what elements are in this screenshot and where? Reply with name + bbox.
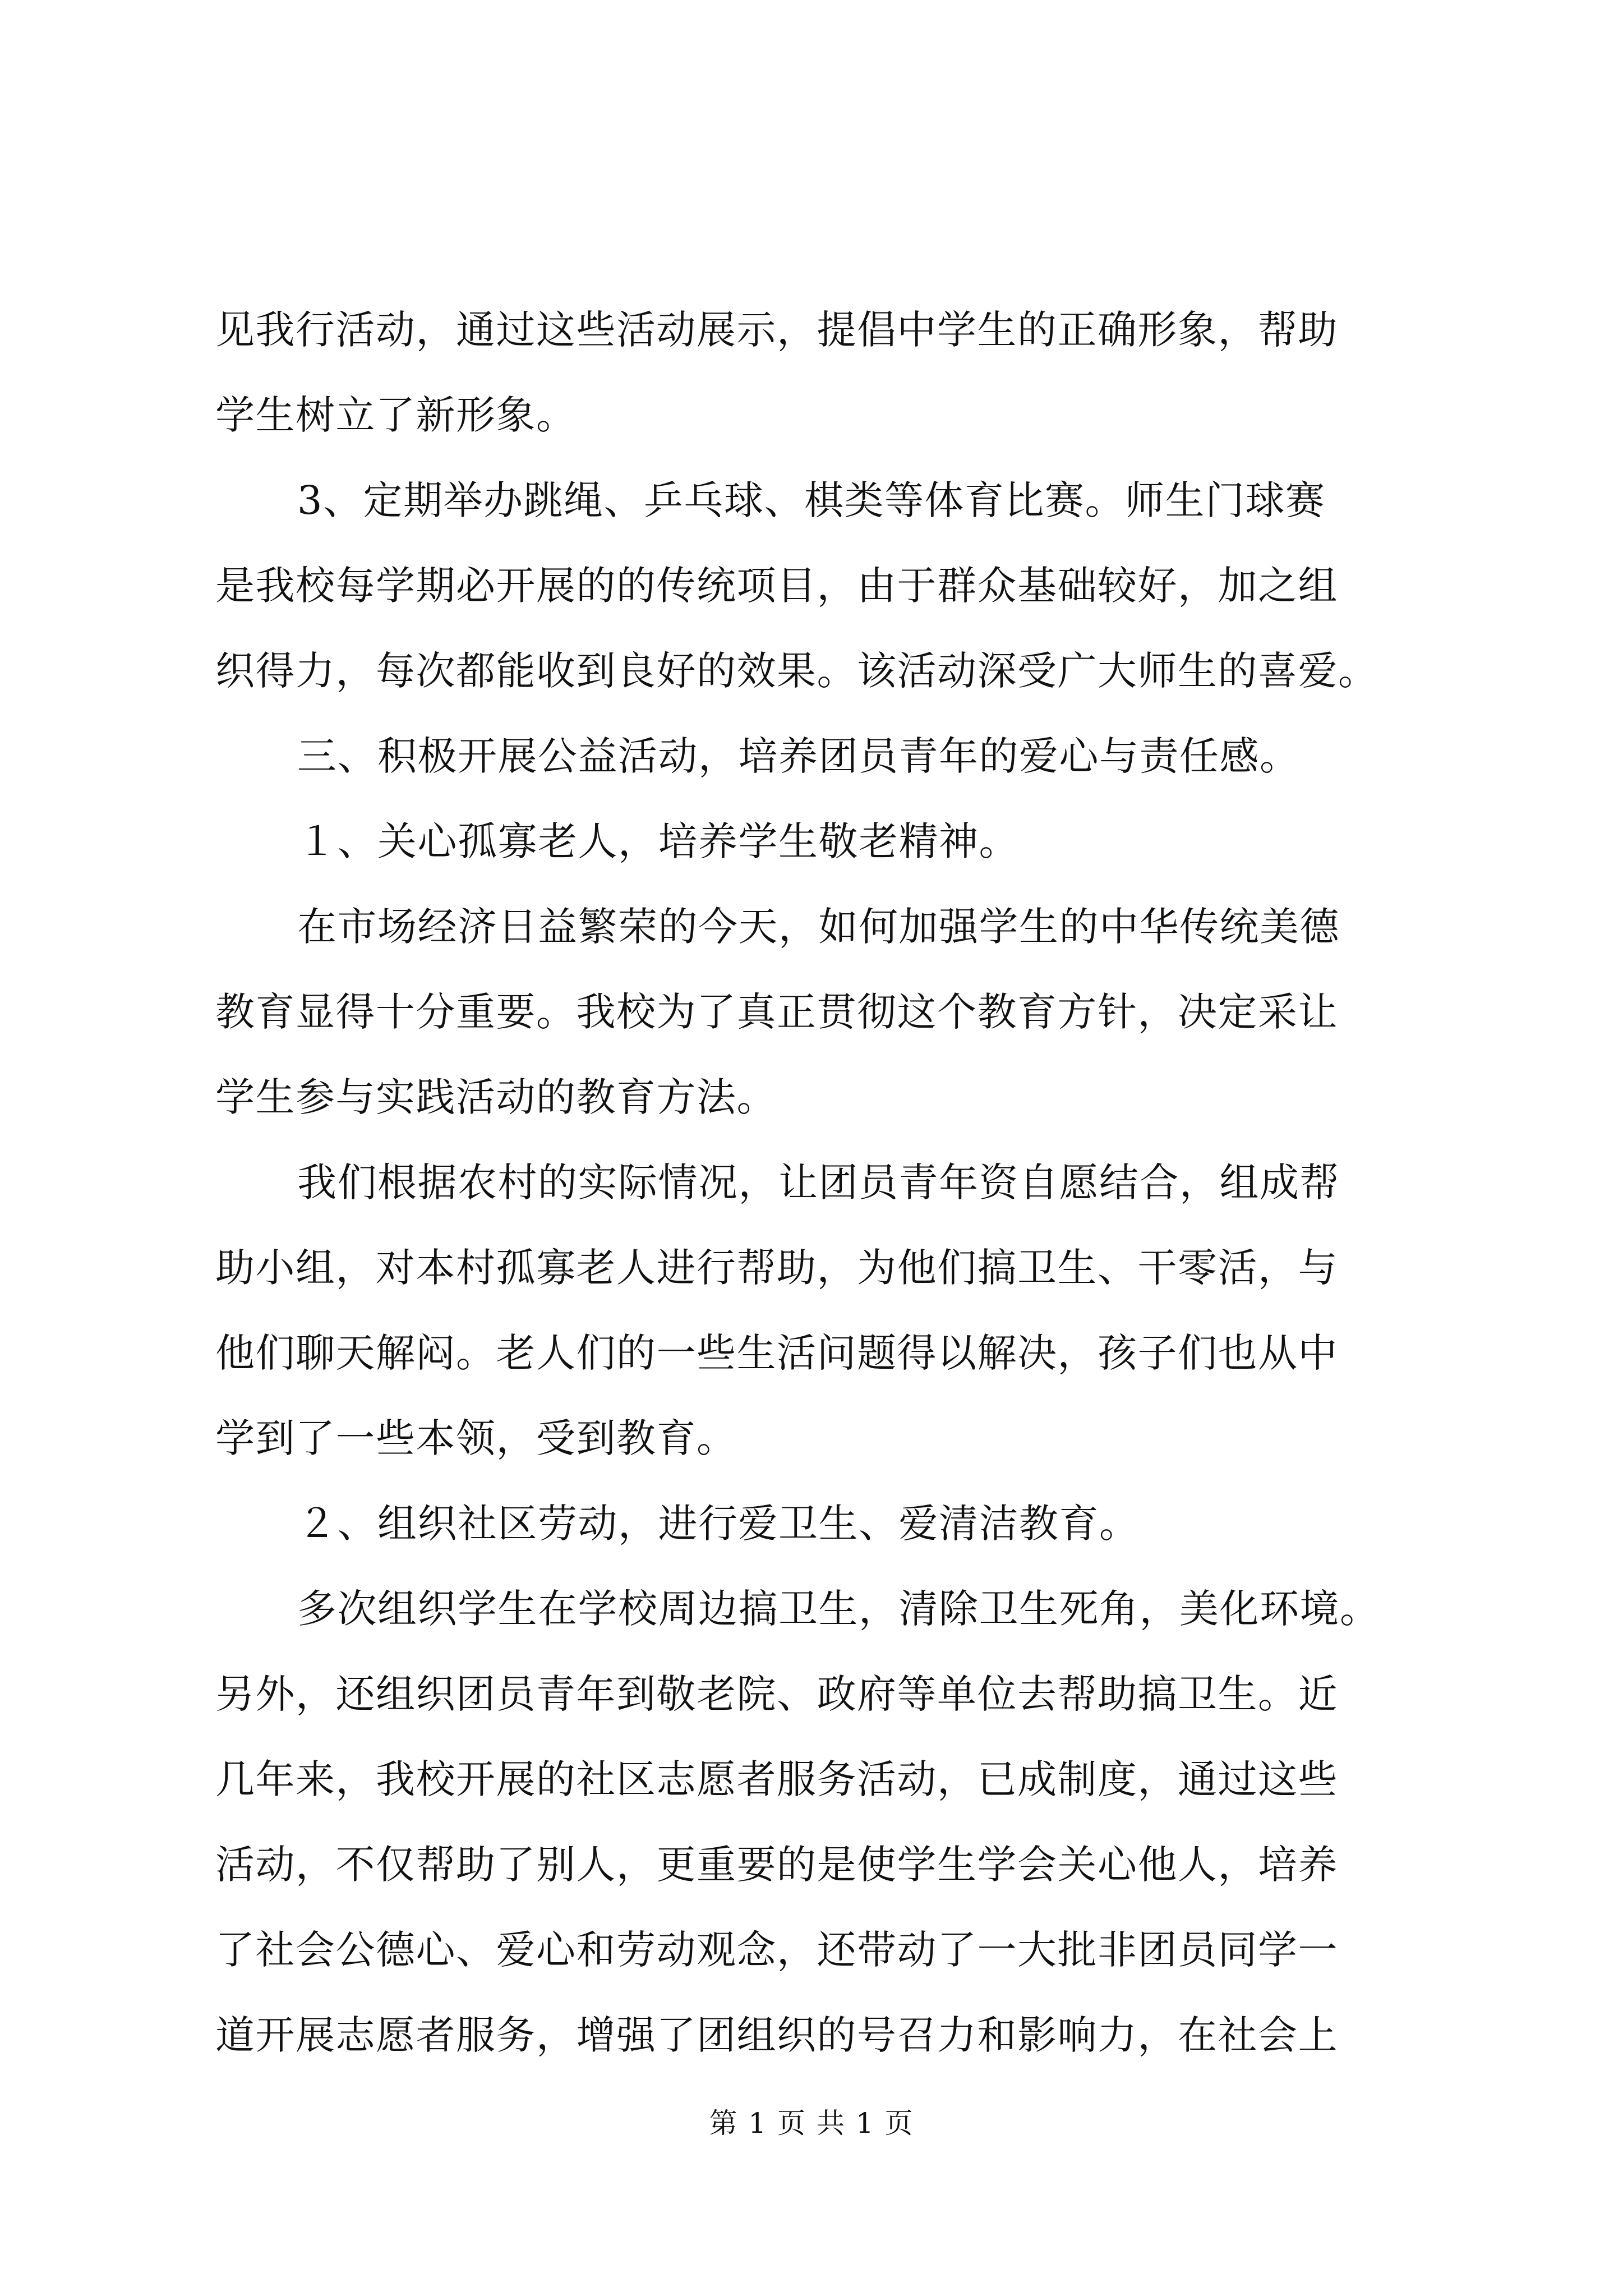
text-line: 助小组，对本村孤寡老人进行帮助，为他们搞卫生、干零活，与 bbox=[215, 1245, 1338, 1291]
text-line: 在市场经济日益繁荣的今天，如何加强学生的中华传统美德 bbox=[297, 904, 1340, 950]
text-line: 活动，不仅帮助了别人，更重要的是使学生学会关心他人，培养 bbox=[215, 1842, 1338, 1888]
text-line: 学生参与实践活动的教育方法。 bbox=[215, 1074, 777, 1120]
text-line: 道开展志愿者服务，增强了团组织的号召力和影响力，在社会上 bbox=[215, 2012, 1338, 2058]
text-line: 3、定期举办跳绳、乒乓球、棋类等体育比赛。师生门球赛 bbox=[297, 477, 1326, 523]
text-line: 了社会公德心、爱心和劳动观念，还带动了一大批非团员同学一 bbox=[215, 1927, 1338, 1973]
text-line: 织得力，每次都能收到良好的效果。该活动深受广大师生的喜爱。 bbox=[215, 648, 1378, 694]
subsection-heading: ２、组织社区劳动，进行爱卫生、爱清洁教育。 bbox=[297, 1501, 1140, 1547]
text-line: 学生树立了新形象。 bbox=[215, 392, 577, 438]
section-heading: 三、积极开展公益活动，培养团员青年的爱心与责任感。 bbox=[297, 733, 1300, 779]
subsection-heading: １、关心孤寡老人，培养学生敬老精神。 bbox=[297, 818, 1019, 864]
page-footer: 第 1 页 共 1 页 bbox=[709, 2107, 914, 2139]
text-line: 是我校每学期必开展的的传统项目，由于群众基础较好，加之组 bbox=[215, 563, 1338, 609]
text-line: 我们根据农村的实际情况，让团员青年资自愿结合，组成帮 bbox=[297, 1159, 1340, 1205]
text-line: 几年来，我校开展的社区志愿者服务活动，已成制度，通过这些 bbox=[215, 1756, 1338, 1802]
text-line: 他们聊天解闷。老人们的一些生活问题得以解决，孩子们也从中 bbox=[215, 1330, 1338, 1376]
text-line: 多次组织学生在学校周边搞卫生，清除卫生死角，美化环境。 bbox=[297, 1586, 1380, 1632]
text-line: 另外，还组织团员青年到敬老院、政府等单位去帮助搞卫生。近 bbox=[215, 1671, 1338, 1717]
text-line: 教育显得十分重要。我校为了真正贯彻这个教育方针，决定采让 bbox=[215, 989, 1338, 1035]
text-line: 学到了一些本领，受到教育。 bbox=[215, 1415, 737, 1461]
text-line: 见我行活动，通过这些活动展示，提倡中学生的正确形象，帮助 bbox=[215, 307, 1338, 353]
